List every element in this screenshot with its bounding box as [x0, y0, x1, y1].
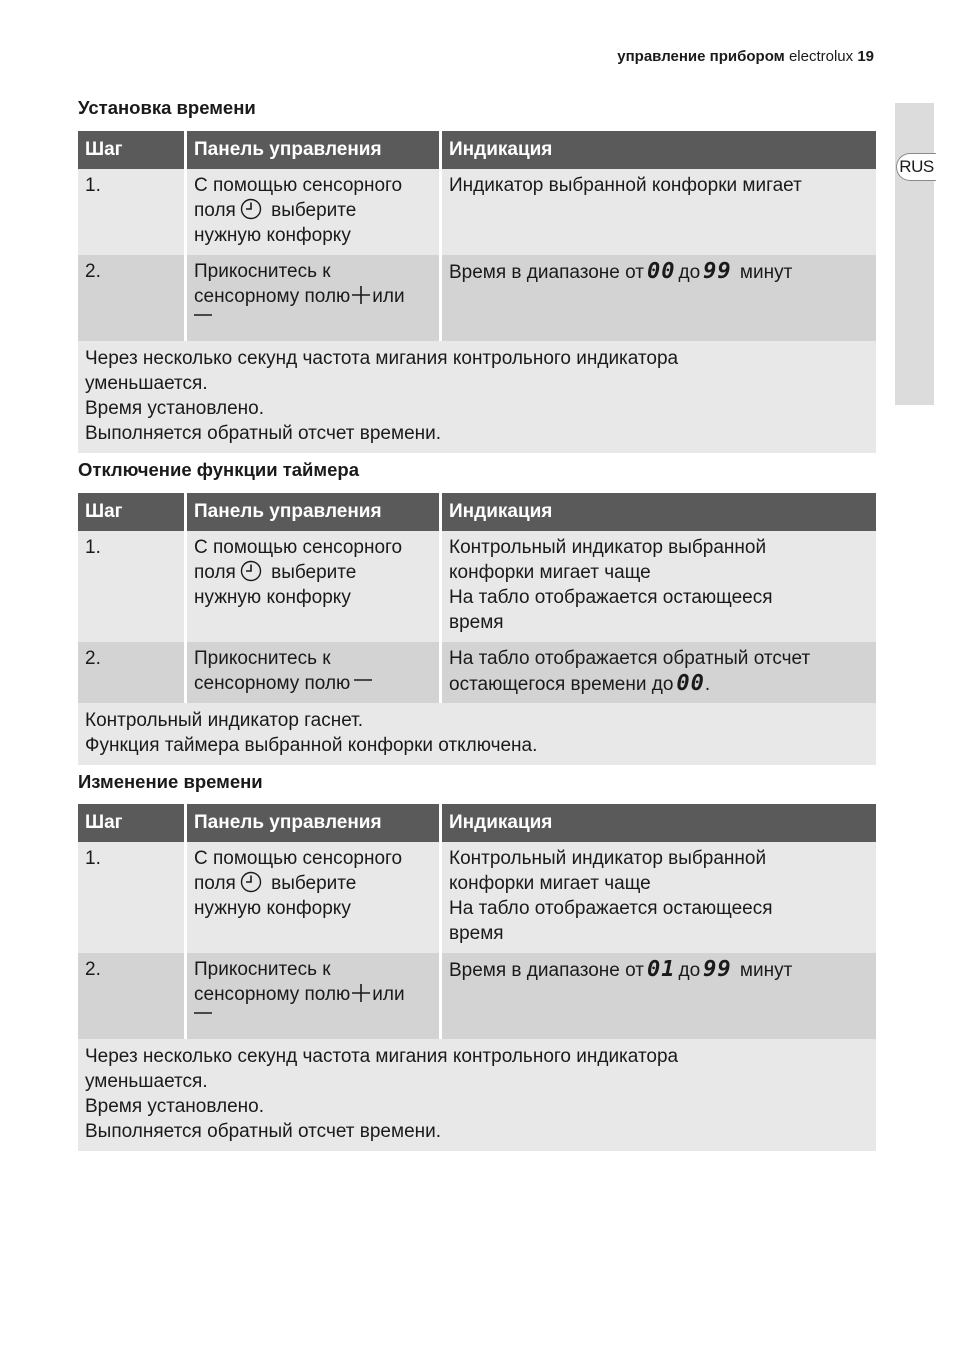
note-line: Выполняется обратный отсчет времени.: [85, 423, 442, 444]
panel-text: Прикоснитесь к: [194, 648, 331, 669]
note-line: Контрольный индикатор гаснет.: [85, 710, 364, 731]
minus-icon: [194, 1007, 212, 1019]
column-header-indication: Индикация: [442, 131, 876, 169]
header-section: управление прибором: [617, 48, 785, 65]
indication-cell: [442, 642, 876, 703]
panel-cell: [187, 953, 439, 1039]
section-title: Отключение функции таймера: [78, 459, 359, 480]
indication-text: время: [449, 612, 504, 633]
table-note: [78, 703, 876, 765]
column-header-panel: Панель управления: [187, 131, 439, 169]
panel-text: сенсорному полю: [194, 984, 351, 1005]
column-header-panel: Панель управления: [187, 493, 439, 531]
panel-text-line: [194, 982, 433, 1007]
step-number: 1.: [78, 169, 184, 255]
steps-table: [78, 493, 876, 765]
table-header-row: [78, 804, 876, 842]
panel-text-line: [194, 560, 433, 585]
column-header-step: Шаг: [78, 493, 184, 531]
note-line: Выполняется обратный отсчет времени.: [85, 1121, 442, 1142]
panel-text: нужную конфорку: [194, 225, 351, 246]
panel-text-line: [194, 198, 433, 223]
indication-cell: [442, 531, 876, 642]
page-header: [617, 48, 874, 65]
step-number: 2.: [78, 642, 184, 703]
panel-text: С помощью сенсорного: [194, 175, 403, 196]
panel-text: поля: [194, 200, 236, 221]
indication-text: На табло отображается остающееся: [449, 587, 773, 608]
note-line: Время установлено.: [85, 1096, 264, 1117]
table-row: [78, 531, 876, 642]
display-value-to: 99: [703, 259, 732, 284]
indication-text: Контрольный индикатор выбранной: [449, 537, 767, 558]
steps-table: [78, 804, 876, 1151]
indication-cell: [442, 842, 876, 953]
display-value: 00: [676, 671, 705, 696]
step-number: 1.: [78, 842, 184, 953]
panel-text: или: [372, 984, 405, 1005]
indication-text: минут: [739, 960, 793, 981]
indication-text: конфорки мигает чаще: [449, 873, 651, 894]
indication-cell: [442, 255, 876, 341]
indication-text: конфорки мигает чаще: [449, 562, 651, 583]
indication-text: .: [704, 674, 711, 695]
panel-text: Прикоснитесь к: [194, 959, 331, 980]
table-header-row: [78, 493, 876, 531]
step-number: 1.: [78, 531, 184, 642]
column-header-step: Шаг: [78, 131, 184, 169]
table-row: [78, 642, 876, 703]
indication-text: остающегося времени до: [449, 674, 674, 695]
timer-clock-icon: [240, 198, 262, 220]
timer-clock-icon: [240, 871, 262, 893]
indication-text: Контрольный индикатор выбранной: [449, 848, 767, 869]
column-header-step: Шаг: [78, 804, 184, 842]
panel-cell: [187, 169, 439, 255]
panel-text-line: [194, 871, 433, 896]
panel-cell: [187, 255, 439, 341]
panel-text-line: [194, 671, 433, 696]
note-line: Время установлено.: [85, 398, 264, 419]
note-line: уменьшается.: [85, 1071, 208, 1092]
panel-text: С помощью сенсорного: [194, 537, 403, 558]
panel-text: поля: [194, 562, 236, 583]
header-brand: electrolux: [788, 48, 854, 65]
panel-cell: [187, 531, 439, 642]
table-row: [78, 255, 876, 341]
display-value-from: 00: [646, 259, 676, 284]
table-note: [78, 1039, 876, 1151]
indication-cell: [442, 953, 876, 1039]
display-value-to: 99: [703, 957, 732, 982]
indication-text: Время в диапазоне от: [449, 262, 644, 283]
note-line: Через несколько секунд частота мигания контрольного индикатора: [85, 348, 679, 369]
panel-text: выберите: [271, 873, 357, 894]
section-title: Изменение времени: [78, 771, 263, 792]
indication-text: На табло отображается остающееся: [449, 898, 773, 919]
plus-icon: [351, 285, 371, 305]
panel-text: нужную конфорку: [194, 587, 351, 608]
side-language-tab: [895, 103, 934, 405]
indication-text: до: [678, 960, 701, 981]
timer-clock-icon: [240, 560, 262, 582]
panel-text: выберите: [271, 562, 357, 583]
note-line: Функция таймера выбранной конфорки отключена.: [85, 735, 538, 756]
panel-text: или: [372, 286, 405, 307]
column-header-indication: Индикация: [442, 804, 876, 842]
table-row: [78, 842, 876, 953]
column-header-indication: Индикация: [442, 493, 876, 531]
indication-text: На табло отображается обратный отсчет: [449, 648, 811, 669]
column-header-panel: Панель управления: [187, 804, 439, 842]
steps-table: [78, 131, 876, 453]
panel-text: сенсорному полю: [194, 673, 351, 694]
page-number: 19: [857, 48, 874, 65]
indication-text: Индикатор выбранной конфорки мигает: [449, 175, 802, 196]
panel-cell: [187, 642, 439, 703]
panel-text: выберите: [271, 200, 357, 221]
panel-text-line: [194, 284, 433, 309]
panel-text: Прикоснитесь к: [194, 261, 331, 282]
indication-text-line: [449, 671, 870, 697]
panel-cell: [187, 842, 439, 953]
panel-text: нужную конфорку: [194, 898, 351, 919]
table-row: [78, 169, 876, 255]
section-title: Установка времени: [78, 97, 256, 118]
table-note: [78, 341, 876, 453]
plus-icon: [351, 983, 371, 1003]
indication-text: минут: [739, 262, 793, 283]
language-label: RUS: [896, 153, 936, 181]
indication-text: Время в диапазоне от: [449, 960, 644, 981]
step-number: 2.: [78, 255, 184, 341]
panel-text: С помощью сенсорного: [194, 848, 403, 869]
step-number: 2.: [78, 953, 184, 1039]
note-line: уменьшается.: [85, 373, 208, 394]
minus-icon: [194, 309, 212, 321]
panel-text: поля: [194, 873, 236, 894]
indication-text: время: [449, 923, 504, 944]
indication-text: до: [678, 262, 701, 283]
display-value-from: 01: [646, 957, 676, 982]
table-header-row: [78, 131, 876, 169]
minus-icon: [353, 674, 373, 686]
indication-cell: [442, 169, 876, 255]
table-row: [78, 953, 876, 1039]
note-line: Через несколько секунд частота мигания контрольного индикатора: [85, 1046, 679, 1067]
panel-text: сенсорному полю: [194, 286, 351, 307]
